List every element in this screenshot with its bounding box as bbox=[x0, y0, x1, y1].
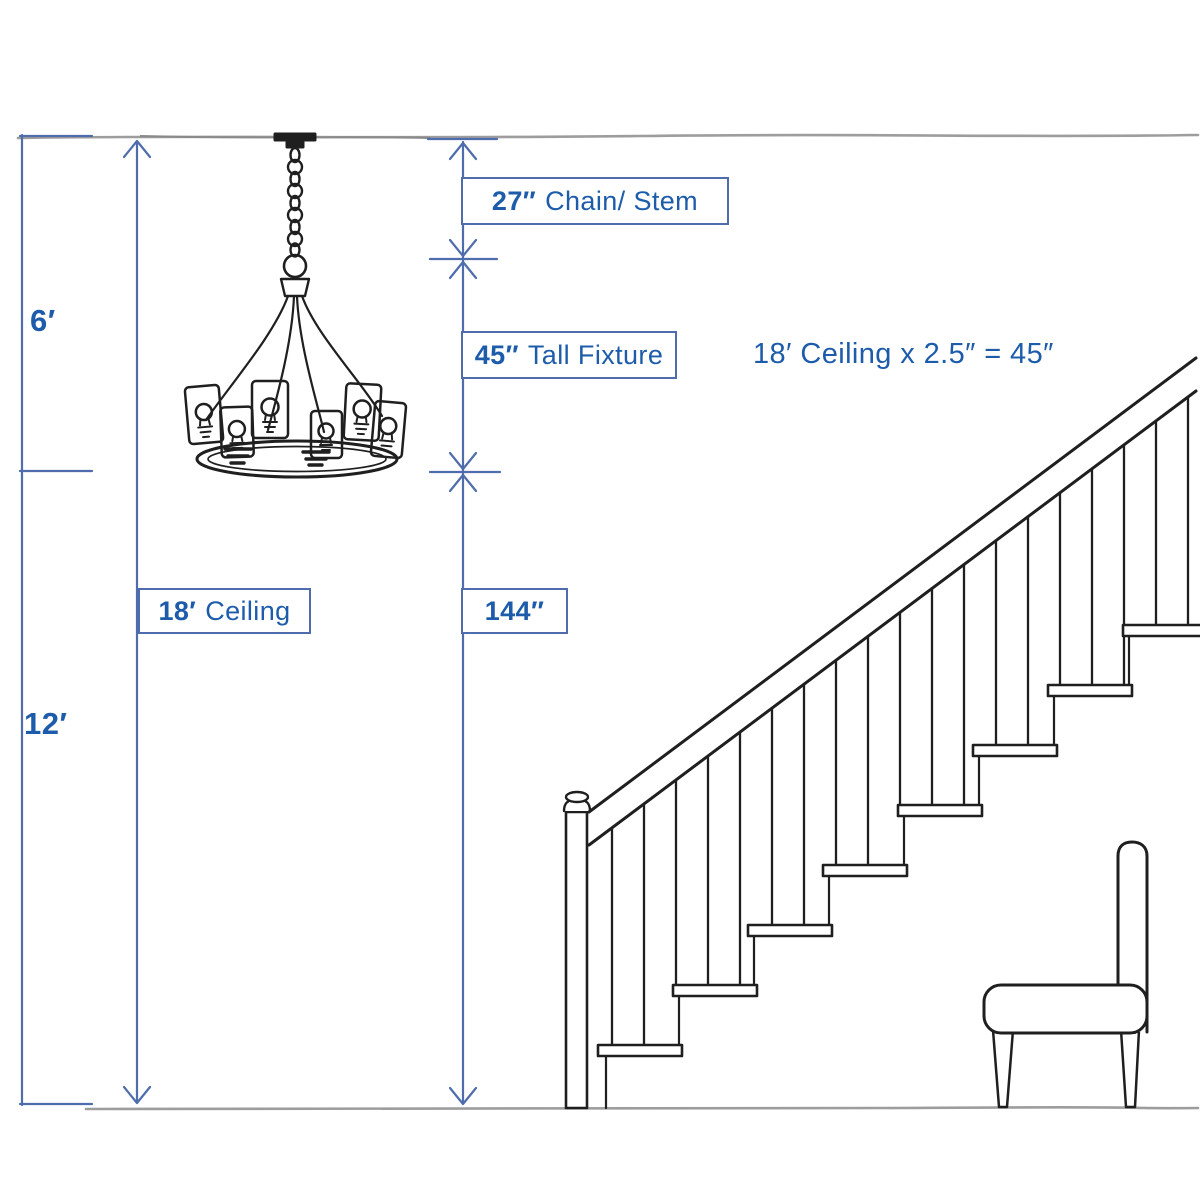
shade bbox=[344, 383, 382, 441]
tall-fixture-value: 45″ bbox=[474, 339, 519, 370]
lower-span-label: 12′ bbox=[24, 706, 68, 741]
floor-line bbox=[86, 1107, 1198, 1109]
ceiling-height-text: Ceiling bbox=[205, 595, 291, 626]
balusters bbox=[612, 398, 1188, 1045]
handrail bbox=[589, 358, 1196, 845]
finial-ball bbox=[284, 255, 306, 277]
upper-span-label: 6′ bbox=[30, 303, 56, 338]
ceiling-height-value: 18′ bbox=[158, 595, 197, 626]
finial-cup bbox=[281, 279, 309, 296]
tall-fixture-label-box bbox=[461, 331, 677, 379]
shade bbox=[185, 385, 224, 445]
chain bbox=[288, 148, 302, 257]
floor-to-fixture-label-box bbox=[461, 588, 568, 634]
chair-back-leg bbox=[1121, 1030, 1139, 1107]
shade bbox=[371, 401, 407, 458]
chair-seat bbox=[984, 985, 1147, 1033]
suspension-arms bbox=[206, 296, 382, 432]
canopy-mount bbox=[274, 133, 316, 141]
chain-stem-value: 27″ bbox=[491, 185, 537, 216]
newel-post bbox=[564, 792, 590, 1108]
sizing-formula: 18′ Ceiling x 2.5″ = 45″ bbox=[753, 338, 1054, 370]
tall-fixture-text: Tall Fixture bbox=[527, 339, 664, 370]
chair-front-leg bbox=[993, 1030, 1013, 1107]
chandelier-sketch bbox=[185, 133, 407, 477]
chain-stem-label-box bbox=[461, 177, 729, 225]
chain-stem-text: Chain/ Stem bbox=[545, 185, 699, 216]
floor-to-fixture-value: 144″ bbox=[484, 595, 545, 626]
shade bbox=[252, 381, 288, 438]
ceiling-height-label-box bbox=[138, 588, 311, 634]
chair-sketch bbox=[984, 842, 1147, 1107]
wall-height-bracket bbox=[20, 135, 92, 1105]
